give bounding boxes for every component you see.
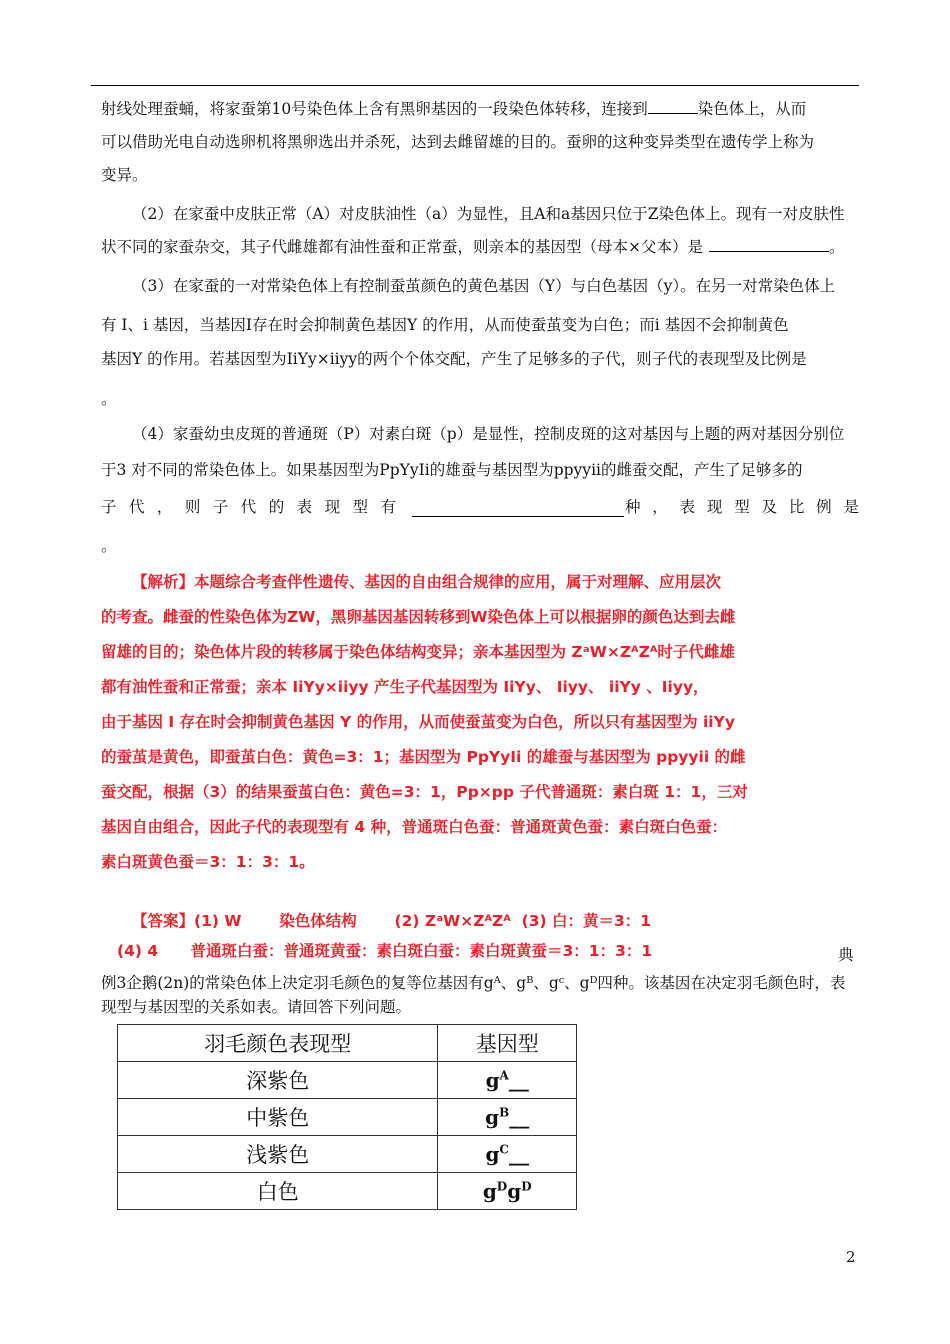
phenotype-cell: 中紫色: [118, 1099, 438, 1136]
table-row: [118, 1099, 577, 1136]
answer-line-1: 【答案】(1) W 染色体结构 (2) ZᵃW×ZᴬZᴬ (3) 白：黄＝3：1: [132, 912, 652, 930]
question-3-line-3: 基因Y 的作用。若基因型为IiYy×iiyy的两个个体交配，产生了足够多的子代，则子代的表现型及比例是: [101, 350, 807, 368]
genotype-cell: $g^B\_\_$: [438, 1099, 577, 1136]
phenotype-cell: 深紫色: [118, 1062, 438, 1099]
paragraph-1-line-3: 变异。: [101, 166, 148, 184]
question-4-right-text: 种 ， 表 现 型 及 比 例 是: [625, 498, 859, 516]
analysis-line-7: 蚕交配，根据（3）的结果蚕茧白色：黄色=3：1，Pp×pp 子代普通斑：素白斑 1：1，三对: [101, 783, 748, 801]
phenotype-cell: 白色: [118, 1173, 438, 1210]
question-4-line-4: 。: [101, 537, 117, 555]
question-4-line-2: 于3 对不同的常染色体上。如果基因型为PpYyIi的雄蚕与基因型为ppyyii的雌蚕交配，产生了足够多的: [101, 461, 803, 479]
table-header-phenotype: 羽毛颜色表现型: [118, 1025, 438, 1062]
phenotype-genotype-table: [117, 1024, 577, 1210]
paragraph-1-line-1: 射线处理蚕蛹，将家蚕第10号染色体上含有黑卵基因的一段染色体转移，连接到 染色体上，从而: [101, 93, 859, 126]
header-rule: [91, 85, 859, 86]
table-row: [118, 1062, 577, 1099]
page-number: 2: [846, 1248, 856, 1266]
analysis-line-4: 都有油性蚕和正常蚕；亲本 IiYy×iiyy 产生子代基因型为 IiYy、 Iiyy、 iiYy 、Iiyy，: [101, 678, 709, 696]
analysis-line-6: 的蚕茧是黄色，即蚕茧白色：黄色=3：1；基因型为 PpYyIi 的雄蚕与基因型为 ppyyii 的雌: [101, 748, 746, 766]
analysis-line-2: 的考查。雌蚕的性染色体为ZW，黑卵基因基因转移到W染色体上可以根据卵的颜色达到去雌: [101, 608, 736, 626]
question-4-left-text: 子 代 ， 则 子 代 的 表 现 型 有: [101, 498, 396, 516]
question-4-line-1: （4）家蚕幼虫皮斑的普通斑（P）对素白斑（p）是显性，控制皮斑的这对基因与上题的两对基因分别位: [132, 425, 845, 443]
analysis-line-8: 基因自由组合，因此子代的表现型有 4 种，普通斑白色蚕：普通斑黄色蚕：素白斑白色蚕：: [101, 818, 728, 836]
phenotype-cell: 浅紫色: [118, 1136, 438, 1173]
analysis-line-5: 由于基因 I 存在时会抑制黄色基因 Y 的作用，从而使蚕茧变为白色，所以只有基因型为 iiYy: [101, 713, 735, 731]
answer-blank: [412, 500, 624, 517]
paragraph-1-line-2: 可以借助光电自动选卵机将黑卵选出并杀死，达到去雌留雄的目的。蚕卵的这种变异类型在遗传学上称为: [101, 133, 815, 151]
analysis-line-3: 留雄的目的；染色体片段的转移属于染色体结构变异；亲本基因型为 ZᵃW×ZᴬZᴬ时子代雌雄: [101, 643, 735, 661]
answer-line-2: (4) 4 普通斑白蚕：普通斑黄蚕：素白斑白蚕：素白斑黄蚕＝3：1：3：1: [117, 942, 653, 960]
genotype-cell: $g^A\_\_$: [438, 1062, 577, 1099]
genotype-cell: $g^Dg^D$: [438, 1173, 577, 1210]
analysis-line-1: 【解析】本题综合考查伴性遗传、基因的自由组合规律的应用，属于对理解、应用层次: [132, 573, 722, 591]
example-heading-fragment: 典: [838, 946, 854, 964]
table-row: [118, 1136, 577, 1173]
question-3-line-2: 有 I、i 基因，当基因I存在时会抑制黄色基因Y 的作用，从而使蚕茧变为白色；而i 基因不会抑制黄色: [101, 316, 789, 334]
question-3-line-4: 。: [101, 390, 117, 408]
question-2-line-1: （2）在家蚕中皮肤正常（A）对皮肤油性（a）为显性，且A和a基因只位于Z染色体上。现有一对皮肤性: [132, 205, 845, 223]
example-3-line-1: 例3企鹅(2n)的常染色体上决定羽毛颜色的复等位基因有gᴬ、gᴮ、gᶜ、gᴰ四种。该基因在决定羽毛颜色时，表: [101, 974, 846, 992]
table-row: [118, 1173, 577, 1210]
genotype-cell: $g^C\_\_$: [438, 1136, 577, 1173]
analysis-line-9: 素白斑黄色蚕＝3：1：3：1。: [101, 853, 315, 871]
table-header-row: [118, 1025, 577, 1062]
example-3-line-2: 现型与基因型的关系如表。请回答下列问题。: [101, 998, 412, 1016]
question-2-line-2: 状不同的家蚕杂交，其子代雌雄都有油性蚕和正常蚕，则亲本的基因型（母本×父本）是 。: [101, 231, 859, 264]
question-3-line-1: （3）在家蚕的一对常染色体上有控制蚕茧颜色的黄色基因（Y）与白色基因（y）。在另一对常染色体上: [132, 277, 836, 295]
table-header-genotype: 基因型: [438, 1025, 577, 1062]
